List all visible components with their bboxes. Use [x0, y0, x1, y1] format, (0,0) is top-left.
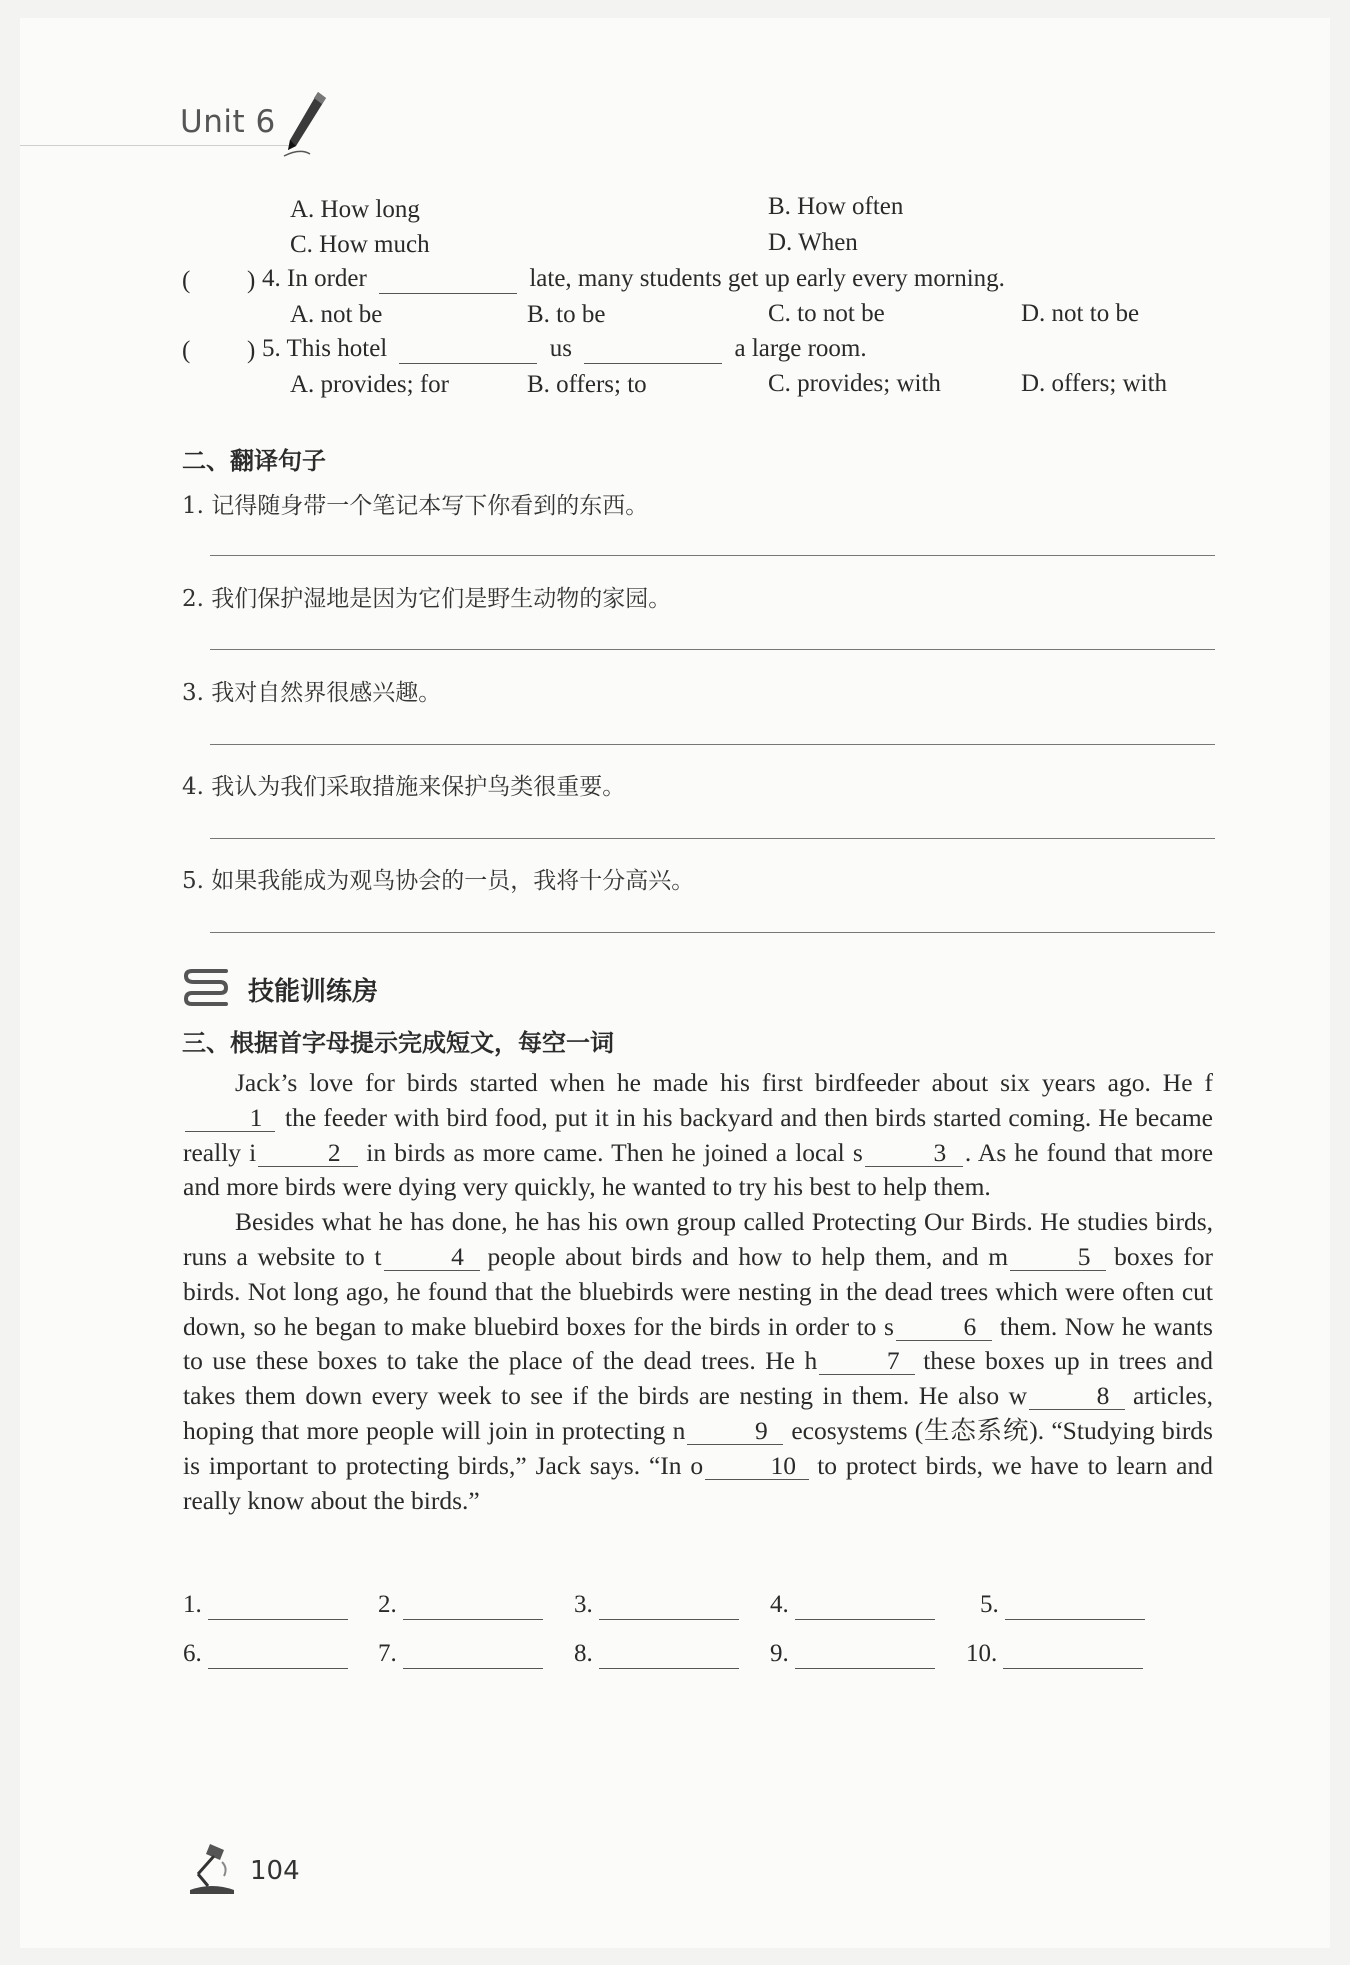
q5-stem [262, 335, 867, 364]
q5-stem-start: 5. This hotel [262, 335, 388, 362]
q4-blank[interactable] [379, 265, 517, 294]
q5-paren-open: ( [182, 337, 191, 364]
translate-answer-line-1[interactable] [210, 555, 1215, 556]
cloze-gap-10[interactable]: 10 [705, 1453, 809, 1480]
answer-blank-8[interactable] [599, 1640, 739, 1669]
q5-option-a: A. provides; for [290, 371, 449, 398]
q4-option-c: C. to not be [768, 300, 885, 327]
p2-text-4: them. Now he wants to use these boxes to take the place of the dead trees. He h [183, 1311, 1213, 1376]
answer-blank-1[interactable] [208, 1591, 348, 1620]
p1-text-2: the feeder with bird food, put it in his backyard and then birds started coming. He became really i [183, 1102, 1213, 1167]
passage-paragraph-1 [183, 1066, 1213, 1205]
cloze-gap-2[interactable]: 2 [258, 1140, 358, 1167]
cloze-heading: 三、根据首字母提示完成短文，每空一词 [182, 1029, 614, 1057]
page-number: 104 [250, 1856, 300, 1886]
translate-item-2: 2. 我们保护湿地是因为它们是野生动物的家园。 [182, 586, 672, 612]
desk-lamp-icon [184, 1840, 240, 1896]
answer-blank-7[interactable] [403, 1640, 543, 1669]
answer-blank-5[interactable] [1005, 1591, 1145, 1620]
answer-label-9: 9. [770, 1640, 789, 1667]
q5-blank-2[interactable] [584, 335, 722, 364]
cloze-gap-9[interactable]: 9 [687, 1418, 783, 1445]
q3-option-a: A. How long [290, 196, 420, 223]
p2-text-5: these boxes up in trees and takes them down every week to see if the birds are nesting in them. He also w [183, 1346, 1213, 1411]
answer-label-8: 8. [574, 1640, 593, 1667]
p2-text-8: to protect birds, we have to learn and really know about the birds.” [183, 1450, 1213, 1515]
answer-label-1: 1. [183, 1591, 202, 1618]
pen-icon [280, 88, 330, 160]
translate-item-4: 4. 我认为我们采取措施来保护鸟类很重要。 [182, 774, 626, 800]
skills-title: 技能训练房 [248, 977, 379, 1007]
header-rule [20, 145, 290, 146]
answer-label-4: 4. [770, 1591, 789, 1618]
translate-answer-line-2[interactable] [210, 649, 1215, 650]
translate-item-1: 1. 记得随身带一个笔记本写下你看到的东西。 [182, 493, 649, 519]
translate-item-3: 3. 我对自然界很感兴趣。 [182, 680, 442, 706]
q4-paren-open: ( [182, 267, 191, 294]
answer-slot-2 [378, 1591, 543, 1620]
cloze-gap-3[interactable]: 3 [865, 1140, 963, 1167]
answer-blank-4[interactable] [795, 1591, 935, 1620]
q4-paren-close: ) [247, 267, 256, 294]
stacked-lines-icon [180, 968, 230, 1008]
cloze-gap-5[interactable]: 5 [1010, 1244, 1106, 1271]
translate-answer-line-4[interactable] [210, 838, 1215, 839]
cloze-gap-1[interactable]: 1 [185, 1105, 275, 1132]
answer-blank-9[interactable] [795, 1640, 935, 1669]
q4-stem [262, 265, 1005, 294]
answer-slot-10 [966, 1640, 1143, 1669]
p1-text-4: . As he found that more and more birds were dying very quickly, he wanted to try his best to help them. [183, 1137, 1214, 1202]
answer-slot-7 [378, 1640, 543, 1669]
q4-stem-start: 4. In order [262, 265, 367, 292]
answer-slot-5 [980, 1591, 1145, 1620]
q3-option-c: C. How much [290, 231, 430, 258]
translate-item-5: 5. 如果我能成为观鸟协会的一员，我将十分高兴。 [182, 868, 695, 894]
translate-answer-line-5[interactable] [210, 932, 1215, 933]
answer-label-5: 5. [980, 1591, 999, 1618]
answer-slot-1 [183, 1591, 348, 1620]
translate-heading: 二、翻译句子 [182, 447, 326, 475]
passage-paragraph-2 [183, 1205, 1213, 1518]
answer-slot-3 [574, 1591, 739, 1620]
p2-text-2: people about birds and how to help them, and m [487, 1241, 1009, 1271]
answer-slot-9 [770, 1640, 935, 1669]
translate-answer-line-3[interactable] [210, 744, 1215, 745]
answer-label-10: 10. [966, 1640, 998, 1667]
answer-blank-6[interactable] [208, 1640, 348, 1669]
answer-slot-6 [183, 1640, 348, 1669]
q3-option-d: D. When [768, 229, 858, 256]
answer-label-6: 6. [183, 1640, 202, 1667]
q4-option-a: A. not be [290, 301, 383, 328]
unit-title: Unit 6 [180, 104, 276, 140]
answer-label-2: 2. [378, 1591, 397, 1618]
p2-text-7: ecosystems (生态系统). “Studying birds is important to protecting birds,” Jack says. “In o [183, 1415, 1213, 1480]
answer-blank-3[interactable] [599, 1591, 739, 1620]
p2-text-6: articles, hoping that more people will join in protecting n [183, 1381, 1213, 1445]
p2-text-3: boxes for birds. Not long ago, he found that the bluebirds were nesting in the dead trees which were often cut down, so he began to make bluebird boxes for the birds in order to s [183, 1241, 1213, 1341]
q5-blank-1[interactable] [399, 335, 537, 364]
answer-slot-4 [770, 1591, 935, 1620]
q5-stem-mid: us [549, 335, 572, 362]
q3-option-b: B. How often [768, 193, 904, 220]
cloze-gap-6[interactable]: 6 [896, 1314, 992, 1341]
answer-label-3: 3. [574, 1591, 593, 1618]
p1-text-1: Jack’s love for birds started when he made his first birdfeeder about six years ago. He f [235, 1068, 1213, 1097]
q5-paren-close: ) [247, 337, 256, 364]
q5-option-d: D. offers; with [1021, 370, 1168, 397]
answer-blank-2[interactable] [403, 1591, 543, 1620]
cloze-gap-4[interactable]: 4 [384, 1244, 480, 1271]
q4-stem-end: late, many students get up early every morning. [529, 265, 1005, 292]
q4-option-d: D. not to be [1021, 300, 1140, 327]
q5-stem-end: a large room. [734, 335, 867, 362]
answer-blank-10[interactable] [1003, 1640, 1143, 1669]
q5-option-c: C. provides; with [768, 370, 941, 397]
q4-option-b: B. to be [527, 301, 606, 328]
p2-text-1: Besides what he has done, he has his own group called Protecting Our Birds. He studies birds, runs a website to t [183, 1207, 1213, 1271]
cloze-gap-8[interactable]: 8 [1029, 1383, 1125, 1410]
cloze-passage [183, 1066, 1213, 1518]
p1-text-3: in birds as more came. Then he joined a local s [366, 1137, 863, 1167]
answer-label-7: 7. [378, 1640, 397, 1667]
q5-option-b: B. offers; to [527, 371, 647, 398]
cloze-gap-7[interactable]: 7 [819, 1348, 915, 1375]
answer-slot-8 [574, 1640, 739, 1669]
